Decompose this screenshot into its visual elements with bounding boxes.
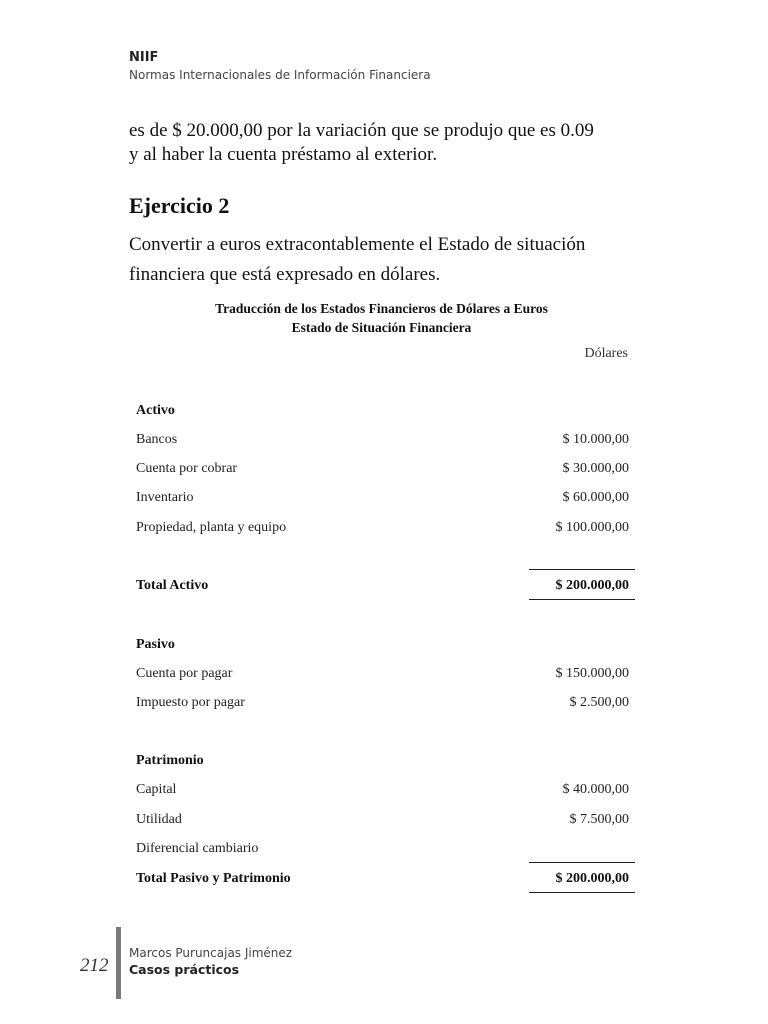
intro-line-1: es de $ 20.000,00 por la variación que se produjo que es 0.09 <box>129 120 594 141</box>
footer-author: Marcos Puruncajas Jiménez <box>129 946 293 960</box>
total-pasivo-patrimonio-row <box>136 871 629 891</box>
exercise-line-1: Convertir a euros extracontablemente el Estado de situación <box>129 234 586 255</box>
row-value: $ 60.000,00 <box>562 490 629 505</box>
table-title: Traducción de los Estados Financieros de Dólares a Euros <box>215 301 548 316</box>
row-value: $ 100.000,00 <box>555 520 629 535</box>
row-label: Utilidad <box>136 812 182 827</box>
row-value: $ 10.000,00 <box>562 432 629 447</box>
intro-paragraph <box>129 119 649 167</box>
row-value: $ 40.000,00 <box>562 782 629 797</box>
row-value: $ 2.500,00 <box>569 695 629 710</box>
total-activo-value: $ 200.000,00 <box>555 578 629 593</box>
header-title: NIIF <box>129 50 159 65</box>
row-value: $ 7.500,00 <box>569 812 629 827</box>
column-header-dolares: Dólares <box>584 346 628 361</box>
row-label: Impuesto por pagar <box>136 695 245 710</box>
table-row <box>136 461 629 481</box>
total-pasivo-patrimonio-label: Total Pasivo y Patrimonio <box>136 871 291 886</box>
exercise-line-2: financiera que está expresado en dólares. <box>129 264 441 285</box>
page-number: 212 <box>80 955 109 976</box>
row-label: Propiedad, planta y equipo <box>136 520 287 535</box>
total-rule-bottom <box>529 892 635 893</box>
row-label: Bancos <box>136 432 178 447</box>
row-label: Cuenta por cobrar <box>136 461 238 476</box>
header-subtitle: Normas Internacionales de Información Financiera <box>129 68 431 82</box>
total-activo-row <box>136 578 629 598</box>
total-activo-label: Total Activo <box>136 578 209 593</box>
table-row <box>136 490 629 510</box>
footer-divider-bar <box>116 927 121 999</box>
total-rule-top <box>529 569 635 570</box>
table-row <box>136 782 629 802</box>
table-row <box>136 812 629 832</box>
footer-book-title: Casos prácticos <box>129 962 240 977</box>
section-pasivo: Pasivo <box>136 637 175 652</box>
exercise-heading: Ejercicio 2 <box>129 193 230 218</box>
table-row <box>136 666 629 686</box>
section-patrimonio: Patrimonio <box>136 753 204 768</box>
row-label: Cuenta por pagar <box>136 666 233 681</box>
row-label: Diferencial cambiario <box>136 841 259 856</box>
total-pasivo-patrimonio-value: $ 200.000,00 <box>555 871 629 886</box>
row-label: Capital <box>136 782 177 797</box>
exercise-paragraph <box>129 230 649 290</box>
total-rule-top <box>529 862 635 863</box>
table-row <box>136 841 629 861</box>
section-activo: Activo <box>136 403 175 418</box>
intro-line-2: y al haber la cuenta préstamo al exterior. <box>129 144 438 165</box>
table-subtitle: Estado de Situación Financiera <box>291 320 472 335</box>
table-row <box>136 520 629 540</box>
row-value: $ 30.000,00 <box>562 461 629 476</box>
row-value: $ 150.000,00 <box>555 666 629 681</box>
table-row <box>136 432 629 452</box>
total-rule-bottom <box>529 599 635 600</box>
row-label: Inventario <box>136 490 194 505</box>
table-row <box>136 695 629 715</box>
